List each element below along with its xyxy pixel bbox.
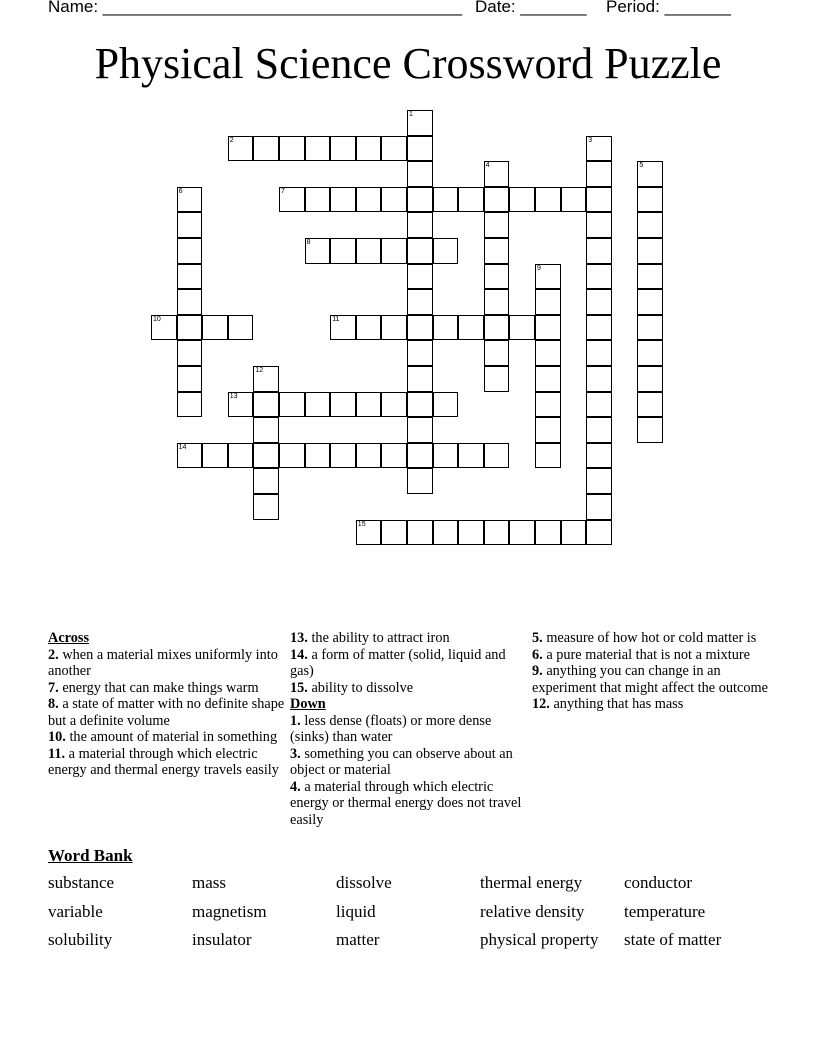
clue-number: 11 <box>332 315 340 323</box>
crossword-cell[interactable] <box>637 238 663 264</box>
crossword-cell[interactable] <box>484 340 510 366</box>
word-bank-item: variable <box>48 901 103 921</box>
crossword-cell[interactable] <box>484 366 510 392</box>
clue-down-3: 3. something you can observe about an object or material <box>290 745 513 778</box>
crossword-cell[interactable] <box>253 136 279 162</box>
word-bank-item: relative density <box>480 901 585 921</box>
crossword-cell[interactable] <box>381 238 407 264</box>
crossword-cell[interactable] <box>407 392 433 418</box>
crossword-cell[interactable] <box>433 238 459 264</box>
crossword-cell[interactable] <box>202 315 228 341</box>
crossword-cell[interactable] <box>637 340 663 366</box>
crossword-cell[interactable] <box>202 443 228 469</box>
clue-across-11: 11. a material through which electric energy and thermal energy travels easily <box>48 745 279 778</box>
period-field[interactable]: Period: _______ <box>606 0 731 16</box>
crossword-cell[interactable] <box>305 392 331 418</box>
crossword-cell[interactable] <box>586 161 612 187</box>
word-bank-item: magnetism <box>192 901 267 921</box>
crossword-cell[interactable] <box>458 187 484 213</box>
crossword-cell[interactable] <box>253 468 279 494</box>
word-bank-title: Word Bank <box>48 846 133 865</box>
crossword-cell[interactable] <box>637 187 663 213</box>
crossword-cell[interactable] <box>433 520 459 546</box>
crossword-cell[interactable] <box>586 417 612 443</box>
crossword-cell[interactable] <box>586 238 612 264</box>
crossword-cell[interactable] <box>356 443 382 469</box>
crossword-cell[interactable] <box>253 392 279 418</box>
word-bank-item: dissolve <box>336 873 392 892</box>
clue-number: 15 <box>357 520 366 528</box>
word-bank-item: insulator <box>192 930 252 949</box>
crossword-cell[interactable] <box>356 136 382 162</box>
crossword-cell[interactable] <box>535 315 561 341</box>
crossword-cell[interactable] <box>484 315 510 341</box>
clue-number: 12 <box>255 367 264 374</box>
crossword-cell[interactable] <box>535 392 561 418</box>
word-bank-item: mass <box>192 873 226 892</box>
crossword-cell[interactable] <box>253 443 279 469</box>
crossword-cell[interactable] <box>586 494 612 520</box>
crossword-cell[interactable] <box>407 315 433 341</box>
crossword-cell[interactable] <box>407 238 433 264</box>
clues-column-2 <box>290 630 522 828</box>
crossword-cell[interactable] <box>484 443 510 469</box>
crossword-cell[interactable] <box>535 417 561 443</box>
clue-number: 1 <box>409 111 413 118</box>
crossword-cell[interactable] <box>535 264 561 290</box>
clue-across-14: 14. a form of matter (solid, liquid and gas) <box>290 646 506 679</box>
clues-column-3 <box>532 630 772 713</box>
crossword-cell[interactable] <box>407 340 433 366</box>
word-bank-item: solubility <box>48 930 113 949</box>
crossword-cell[interactable] <box>484 161 510 187</box>
crossword-cell[interactable] <box>381 392 407 418</box>
name-field[interactable]: Name: ______________________________________ <box>48 0 463 16</box>
crossword-cell[interactable] <box>407 468 433 494</box>
word-bank-item: thermal energy <box>480 873 583 892</box>
crossword-cell[interactable] <box>279 136 305 162</box>
crossword-cell[interactable] <box>433 187 459 213</box>
crossword-cell[interactable] <box>637 366 663 392</box>
crossword-cell[interactable] <box>433 443 459 469</box>
crossword-cell[interactable] <box>637 264 663 290</box>
crossword-cell[interactable] <box>484 289 510 315</box>
crossword-cell[interactable] <box>484 187 510 213</box>
crossword-cell[interactable] <box>330 443 356 469</box>
crossword-cell[interactable] <box>177 264 203 290</box>
crossword-cell[interactable] <box>305 187 331 213</box>
crossword-cell[interactable] <box>228 315 254 341</box>
page-title: Physical Science Crossword Puzzle <box>94 39 722 88</box>
crossword-cell[interactable] <box>407 289 433 315</box>
clue-number: 3 <box>588 136 593 144</box>
crossword-cell[interactable] <box>279 392 305 418</box>
crossword-cell[interactable] <box>356 238 382 264</box>
word-bank-item: substance <box>48 873 115 892</box>
crossword-cell[interactable] <box>407 443 433 469</box>
down-heading: Down <box>290 696 326 712</box>
word-bank-item: matter <box>336 930 380 949</box>
crossword-cell[interactable] <box>381 136 407 162</box>
clue-across-2: 2. when a material mixes uniformly into another <box>48 646 278 679</box>
crossword-cell[interactable] <box>407 520 433 546</box>
crossword-cell[interactable] <box>535 520 561 546</box>
crossword-cell[interactable] <box>637 392 663 418</box>
crossword-cell[interactable] <box>177 187 203 213</box>
crossword-cell[interactable] <box>535 340 561 366</box>
word-bank-item: temperature <box>624 901 706 921</box>
crossword-cell[interactable] <box>177 392 203 418</box>
crossword-cell[interactable] <box>381 443 407 469</box>
crossword-cell[interactable] <box>407 212 433 238</box>
word-bank-item: physical property <box>480 930 599 949</box>
clue-number: 9 <box>537 264 541 272</box>
crossword-cell[interactable] <box>586 340 612 366</box>
crossword-cell[interactable] <box>228 136 254 162</box>
clue-down-6: 6. a pure material that is not a mixture <box>532 646 750 663</box>
crossword-cell[interactable] <box>433 392 459 418</box>
clue-across-8: 8. a state of matter with no definite shape but a definite volume <box>48 696 285 729</box>
crossword-cell[interactable] <box>586 136 612 162</box>
clue-number: 14 <box>178 443 187 451</box>
word-bank-item: liquid <box>336 901 376 921</box>
crossword-cell[interactable] <box>586 520 612 546</box>
crossword-cell[interactable] <box>177 212 203 238</box>
clue-number: 10 <box>153 315 161 323</box>
crossword-cell[interactable] <box>535 187 561 213</box>
crossword-cell[interactable] <box>637 289 663 315</box>
crossword-cell[interactable] <box>279 443 305 469</box>
crossword-cell[interactable] <box>637 417 663 443</box>
crossword-cell[interactable] <box>484 520 510 546</box>
crossword-cell[interactable] <box>305 136 331 162</box>
crossword-cell[interactable] <box>279 187 305 213</box>
word-bank-item: conductor <box>624 873 692 892</box>
clue-number: 13 <box>229 392 238 400</box>
crossword-cell[interactable] <box>484 212 510 238</box>
crossword-cell[interactable] <box>228 443 254 469</box>
crossword-cell[interactable] <box>407 187 433 213</box>
crossword-cell[interactable] <box>177 315 203 341</box>
crossword-cell[interactable] <box>253 417 279 443</box>
crossword-cell[interactable] <box>381 187 407 213</box>
clue-down-9: 9. anything you can change in an experiment that might affect the outcome <box>532 663 768 696</box>
crossword-cell[interactable] <box>407 161 433 187</box>
clue-down-5: 5. measure of how hot or cold matter is <box>532 630 757 646</box>
crossword-cell[interactable] <box>535 289 561 315</box>
clue-across-13: 13. the ability to attract iron <box>290 630 450 646</box>
word-bank-item: state of matter <box>624 930 722 949</box>
crossword-cell[interactable] <box>407 366 433 392</box>
clue-number: 8 <box>306 239 311 246</box>
crossword-cell[interactable] <box>586 212 612 238</box>
crossword-cell[interactable] <box>458 315 484 341</box>
crossword-cell[interactable] <box>484 264 510 290</box>
crossword-cell[interactable] <box>561 187 587 213</box>
crossword-cell[interactable] <box>586 468 612 494</box>
clue-number: 2 <box>229 136 234 144</box>
clue-number: 4 <box>485 162 490 170</box>
crossword-cell[interactable] <box>637 315 663 341</box>
crossword-cell[interactable] <box>561 520 587 546</box>
crossword-cell[interactable] <box>407 417 433 443</box>
crossword-cell[interactable] <box>305 443 331 469</box>
crossword-cell[interactable] <box>637 212 663 238</box>
crossword-cell[interactable] <box>407 136 433 162</box>
crossword-cell[interactable] <box>356 315 382 341</box>
crossword-cell[interactable] <box>458 443 484 469</box>
crossword-cell[interactable] <box>330 238 356 264</box>
crossword-cell[interactable] <box>586 366 612 392</box>
clue-number: 6 <box>178 187 183 195</box>
crossword-cell[interactable] <box>637 161 663 187</box>
crossword-cell[interactable] <box>305 238 331 264</box>
crossword-cell[interactable] <box>433 315 459 341</box>
crossword-cell[interactable] <box>509 315 535 341</box>
crossword-cell[interactable] <box>586 264 612 290</box>
crossword-cell[interactable] <box>253 494 279 520</box>
clue-across-15: 15. ability to dissolve <box>290 679 414 696</box>
crossword-cell[interactable] <box>177 238 203 264</box>
crossword-cell[interactable] <box>356 187 382 213</box>
clue-across-10: 10. the amount of material in something <box>48 729 278 745</box>
crossword-cell[interactable] <box>228 392 254 418</box>
crossword-cell[interactable] <box>177 366 203 392</box>
clue-across-7: 7. energy that can make things warm <box>48 679 259 696</box>
clue-down-12: 12. anything that has mass <box>532 696 684 712</box>
crossword-cell[interactable] <box>484 238 510 264</box>
crossword-cell[interactable] <box>586 289 612 315</box>
clue-number: 7 <box>281 187 285 195</box>
crossword-cell[interactable] <box>407 110 433 136</box>
clue-down-1: 1. less dense (floats) or more dense (sinks) than water <box>290 712 492 745</box>
clues-column-1 <box>48 630 288 779</box>
crossword-cell[interactable] <box>586 443 612 469</box>
crossword-cell[interactable] <box>407 264 433 290</box>
crossword-cell[interactable] <box>586 187 612 213</box>
crossword-cell[interactable] <box>586 315 612 341</box>
crossword-cell[interactable] <box>253 366 279 392</box>
crossword-cell[interactable] <box>356 520 382 546</box>
crossword-cell[interactable] <box>330 315 356 341</box>
crossword-cell[interactable] <box>330 187 356 213</box>
crossword-cell[interactable] <box>458 520 484 546</box>
crossword-cell[interactable] <box>177 340 203 366</box>
crossword-cell[interactable] <box>381 520 407 546</box>
clue-down-4: 4. a material through which electric energy or thermal energy does not travel easily <box>290 778 522 828</box>
crossword-cell[interactable] <box>509 520 535 546</box>
across-heading: Across <box>48 630 90 646</box>
crossword-cell[interactable] <box>177 443 203 469</box>
crossword-cell[interactable] <box>535 366 561 392</box>
crossword-cell[interactable] <box>151 315 177 341</box>
clue-number: 5 <box>639 162 644 170</box>
crossword-cell[interactable] <box>381 315 407 341</box>
crossword-cell[interactable] <box>535 443 561 469</box>
crossword-cell[interactable] <box>356 392 382 418</box>
crossword-cell[interactable] <box>177 289 203 315</box>
crossword-cell[interactable] <box>509 187 535 213</box>
crossword-cell[interactable] <box>330 136 356 162</box>
date-field[interactable]: Date: _______ <box>475 0 587 16</box>
crossword-cell[interactable] <box>330 392 356 418</box>
crossword-cell[interactable] <box>586 392 612 418</box>
